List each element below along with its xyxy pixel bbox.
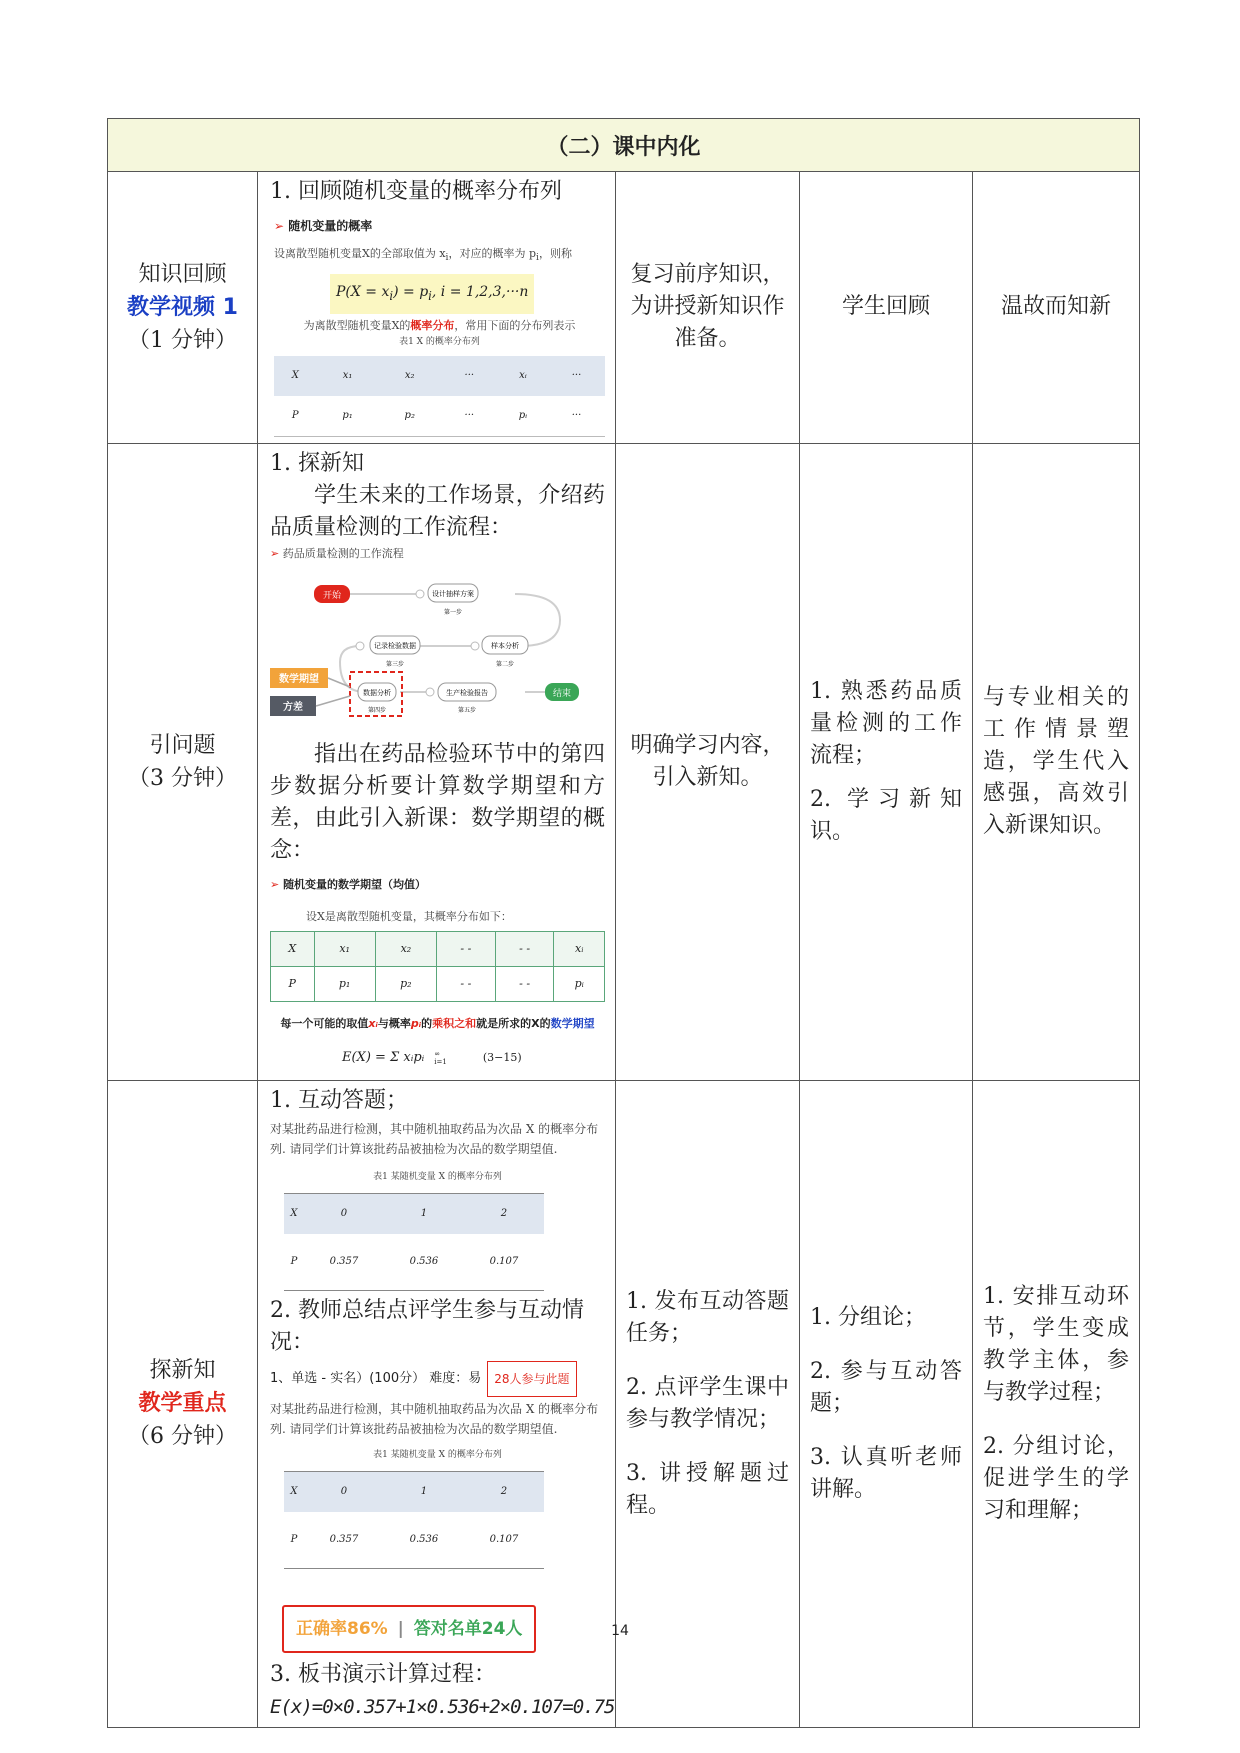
arrow-icon: ➢	[274, 219, 285, 233]
handwritten-calculation: E(x)=0×0.357+1×0.536+2×0.107=0.75	[270, 1695, 615, 1718]
table-cell: P	[290, 1533, 298, 1545]
note-text: 与概率	[377, 1016, 411, 1030]
table-cell: - -	[437, 966, 496, 1001]
table-cell: x₂	[375, 931, 436, 966]
workflow-svg	[270, 562, 606, 727]
table-cell: 1	[384, 1193, 464, 1234]
note-highlight: 乘积之和	[432, 1016, 477, 1030]
table-cell: p₂	[404, 409, 415, 421]
table-cell: 0	[304, 1471, 384, 1512]
table-cell: 0.357	[329, 1533, 359, 1545]
flow-step-4-label: 数据分析	[363, 688, 391, 697]
table-cell: x₂	[379, 356, 441, 396]
table-cell: P	[271, 966, 315, 1001]
flow-step-4-num: 第四步	[367, 706, 387, 714]
flow-step-1-num: 第一步	[443, 608, 463, 616]
participants-badge: 28人参与此题	[487, 1361, 576, 1397]
tag-variance-label: 方差	[283, 701, 303, 713]
flow-step-1-label: 设计抽样方案	[432, 589, 474, 598]
table-cell: X	[274, 356, 317, 396]
slide-highlight: 概率分布	[410, 318, 455, 332]
content-title: 1. 互动答题；	[270, 1087, 408, 1113]
slide-probability-distribution: ➢ 随机变量的概率 设离散型随机变量X的全部取值为 $x_i$，对应的概率为 $p_i$，则称 $P(X = x_i) = p_i$, i = 1,2,3,···n 为离散型随机变量X的概率分布，常用下面的分布列表示 表1 X 的概率分布列 X x₁ x₂ ··· xᵢ ··· P p₁ p₂ ··· pᵢ ···	[270, 210, 605, 437]
stage-label: 探新知	[149, 1358, 216, 1384]
slide-line: 设离散型随机变量X的全部取值为 x	[274, 247, 446, 260]
student-item: 1. 分组论；	[810, 1304, 926, 1330]
purpose-item: 2. 分组讨论，促进学生的学习和理解；	[983, 1433, 1130, 1523]
student-item: 2. 参与互动答题；	[810, 1358, 962, 1416]
table-cell: 0.536	[409, 1255, 439, 1267]
purpose-item: 1. 安排互动环节，学生变成教学主体，参与教学过程；	[983, 1283, 1130, 1405]
teaching-intent-cell: 明确学习内容，引入新知。	[616, 443, 800, 1080]
table-cell: p₁	[314, 966, 375, 1001]
table-cell: pᵢ	[518, 409, 528, 421]
quiz-caption: 表1 某随机变量 X 的概率分布列	[373, 1171, 502, 1182]
stage-label: 知识回顾	[138, 261, 227, 287]
diagram-heading: 药品质量检测的工作流程	[282, 546, 404, 560]
flow-step-3-label: 记录检验数据	[374, 641, 416, 650]
formula-sup: ∞	[434, 1049, 441, 1058]
table-cell: X	[284, 1193, 304, 1234]
quiz-result-image	[270, 1361, 605, 1653]
slide-line: 设X是离散型随机变量，其概率分布如下：	[306, 909, 512, 923]
table-cell: ···	[571, 409, 582, 421]
table-cell: 0.107	[489, 1255, 519, 1267]
intent-item: 1. 发布互动答题任务；	[626, 1288, 789, 1346]
content-cell-review	[258, 172, 616, 444]
table-cell: 1	[384, 1471, 464, 1512]
note-var: xᵢ	[368, 1016, 378, 1030]
table-cell: ···	[548, 356, 605, 396]
intent-item: 2. 点评学生课中参与教学情况；	[626, 1374, 789, 1432]
quiz-text: 对某批药品进行检测，其中随机抽取药品为次品 X 的概率分布列. 请同学们计算该批药品被抽检为次品的数学期望值.	[270, 1121, 599, 1156]
formula-sub: i=1	[434, 1057, 447, 1066]
table-cell: p₁	[342, 409, 353, 421]
note-var: pᵢ	[410, 1016, 422, 1030]
content-cell-question	[258, 443, 616, 1080]
stage-duration: （1 分钟）	[128, 327, 237, 353]
section-title: （二）课中内化	[108, 119, 1140, 172]
table-cell: - -	[495, 931, 554, 966]
stage-duration: （3 分钟）	[128, 765, 237, 791]
stage-tag: 教学视频 1	[127, 294, 238, 320]
student-activity-cell: 学生回顾	[800, 172, 973, 444]
note-text: 每一个可能的取值	[280, 1016, 369, 1030]
quiz-question-image	[270, 1119, 605, 1291]
correct-count: 答对名单24人	[413, 1618, 523, 1639]
table-cell: pᵢ	[554, 966, 605, 1001]
slide-caption: 表1 X 的概率分布列	[399, 336, 480, 347]
quiz-text: 对某批药品进行检测，其中随机抽取药品为次品 X 的概率分布列. 请同学们计算该批药品被抽检为次品的数学期望值.	[270, 1401, 599, 1436]
slide-expectation	[270, 869, 605, 1074]
table-cell: xᵢ	[554, 931, 605, 966]
slide-line: 为离散型随机变量X的	[303, 318, 411, 332]
content-paragraph: 指出在药品检验环节中的第四步数据分析要计算数学期望和方差，由此引入新课：数学期望的概念：	[270, 741, 605, 863]
design-purpose-cell: 温故而知新	[973, 172, 1140, 444]
table-cell: P	[291, 409, 299, 421]
distribution-table	[274, 356, 605, 437]
slide-formula: ) = p	[393, 284, 429, 301]
flow-step-2-num: 第二步	[495, 660, 515, 668]
arrow-icon: ➢	[270, 877, 280, 891]
content-title: 2. 教师总结点评学生参与互动情况：	[270, 1297, 584, 1355]
table-cell: 2	[464, 1193, 544, 1234]
flow-step-5-label: 生产检验报告	[446, 688, 488, 697]
table-cell: P	[290, 1255, 298, 1267]
table-cell: - -	[437, 931, 496, 966]
note-text: 就是所求的X的	[476, 1016, 551, 1030]
expectation-formula: E(X) = Σ xᵢpᵢ	[342, 1049, 425, 1065]
lesson-plan-table	[107, 118, 1140, 1728]
table-cell: x₁	[314, 931, 375, 966]
flow-step-3-num: 第三步	[385, 660, 405, 668]
expectation-table	[270, 931, 605, 1002]
quiz-table	[284, 1193, 544, 1291]
content-title: 1. 回顾随机变量的概率分布列	[270, 179, 562, 204]
workflow-diagram	[270, 546, 605, 737]
table-cell: xᵢ	[498, 356, 548, 396]
accuracy-rate: 正确率86%	[296, 1618, 388, 1639]
content-paragraph: 学生未来的工作场景，介绍药品质量检测的工作流程：	[270, 482, 605, 540]
slide-line: ，对应的概率为 p	[448, 247, 537, 260]
flow-step-5-num: 第五步	[457, 706, 477, 714]
slide-heading: 随机变量的概率	[288, 219, 373, 233]
design-purpose-cell: 与专业相关的工作情景塑造，学生代入感强，高效引入新课知识。	[973, 443, 1140, 1080]
flow-start-label: 开始	[322, 590, 342, 601]
student-activity-cell	[800, 443, 973, 1080]
flow-step-2-label: 样本分析	[491, 641, 519, 650]
slide-heading: 随机变量的数学期望（均值）	[283, 877, 427, 891]
student-item: 3. 认真听老师讲解。	[810, 1444, 962, 1502]
table-cell: 0	[304, 1193, 384, 1234]
quiz-table	[284, 1471, 544, 1569]
table-cell: 0.536	[409, 1533, 439, 1545]
stage-label: 引问题	[149, 732, 216, 758]
stage-cell-question	[108, 443, 258, 1080]
stage-tag: 教学重点	[138, 1391, 227, 1417]
table-cell: - -	[495, 966, 554, 1001]
student-item: 1. 熟悉药品质量检测的工作流程；	[810, 678, 962, 768]
slide-formula: , i = 1,2,3,···n	[431, 284, 529, 301]
page-number: 14	[611, 1623, 629, 1639]
note-highlight: 数学期望	[550, 1016, 595, 1030]
table-cell: 2	[464, 1471, 544, 1512]
slide-formula: P(X = x	[336, 284, 390, 301]
slide-line: ，常用下面的分布列表示	[454, 318, 576, 332]
intent-item: 3. 讲授解题过程。	[626, 1460, 789, 1518]
teaching-intent-cell: 复习前序知识，为讲授新知识作准备。	[616, 172, 800, 444]
arrow-icon: ➢	[270, 546, 280, 560]
content-title: 1. 探新知	[270, 450, 364, 476]
slide-line: ，则称	[538, 247, 572, 260]
table-cell: p₂	[375, 966, 436, 1001]
quiz-header: 1、单选 - 实名）(100分） 难度：易	[270, 1370, 482, 1386]
table-cell: X	[271, 931, 315, 966]
tag-expectation-label: 数学期望	[279, 673, 319, 685]
quiz-caption: 表1 某随机变量 X 的概率分布列	[373, 1449, 502, 1460]
quiz-stats-box: 正确率86% | 答对名单24人	[282, 1605, 536, 1653]
table-cell: ···	[441, 356, 498, 396]
table-cell: X	[284, 1471, 304, 1512]
table-cell: 0.107	[489, 1533, 519, 1545]
student-item: 2. 学习新知识。	[810, 786, 962, 844]
note-text: 的	[421, 1016, 433, 1030]
table-cell: x₁	[317, 356, 379, 396]
stage-cell-review	[108, 172, 258, 444]
table-cell: ···	[464, 409, 475, 421]
equation-number: (3−15)	[482, 1050, 522, 1064]
flow-end-label: 结束	[552, 688, 572, 699]
stage-duration: （6 分钟）	[128, 1424, 237, 1450]
table-cell: 0.357	[329, 1255, 359, 1267]
content-title: 3. 板书演示计算过程：	[270, 1661, 496, 1687]
